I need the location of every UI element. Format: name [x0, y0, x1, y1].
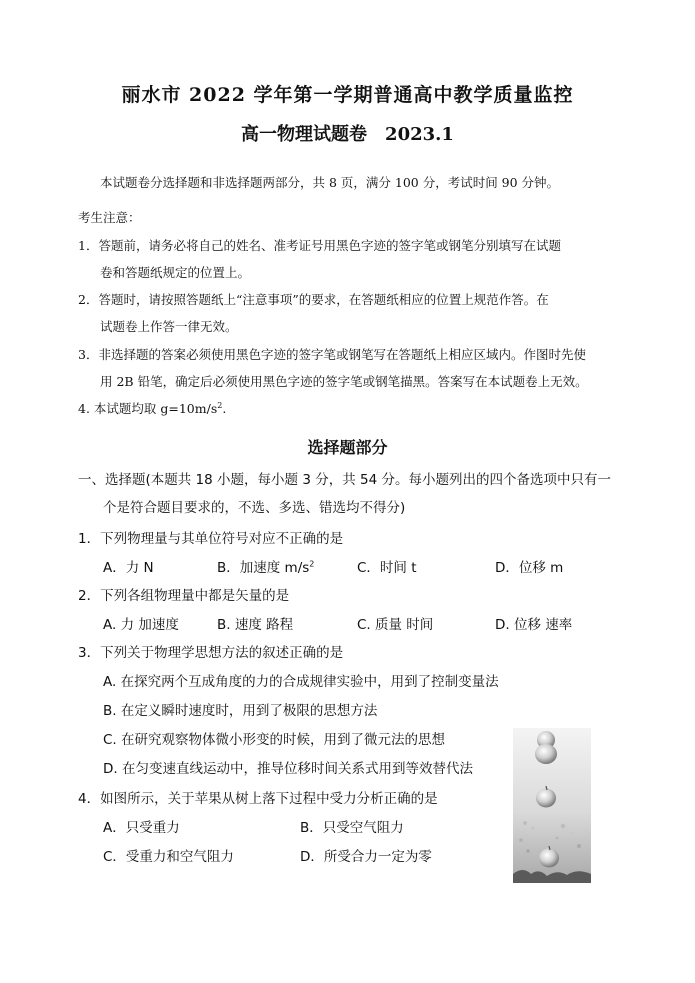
question-1-option-a: A．力 N [103, 560, 154, 576]
section-instructions-line-2: 个是符合题目要求的，不选、多选、错选均不得分) [103, 500, 406, 516]
question-2-option-b: B. 速度 路程 [217, 617, 294, 633]
notice-item-1-line-1: 1．答题前，请务必将自己的姓名、准考证号用黑色字迹的签字笔或钢笔分别填写在试题 [78, 238, 561, 253]
question-2-option-a: A. 力 加速度 [103, 617, 179, 633]
notice-item-4-text: 4. 本试题均取 g=10m/s [78, 401, 218, 416]
question-4-option-d: D．所受合力一定为零 [300, 849, 432, 865]
notice-item-4-exponent: 2 [217, 400, 223, 410]
question-4-stem: 4．如图所示，关于苹果从树上落下过程中受力分析正确的是 [78, 791, 438, 807]
question-1-option-b-text: B．加速度 m/s [217, 560, 310, 576]
falling-apple-photo [513, 728, 591, 883]
question-1-stem: 1．下列物理量与其单位符号对应不正确的是 [78, 531, 344, 547]
question-4-option-c: C．受重力和空气阻力 [103, 849, 234, 865]
question-4-option-b: B．只受空气阻力 [300, 820, 404, 836]
question-3-stem: 3．下列关于物理学思想方法的叙述正确的是 [78, 645, 344, 661]
question-3-option-d: D. 在匀变速直线运动中，推导位移时间关系式用到等效替代法 [103, 761, 473, 777]
section-title: 选择题部分 [307, 438, 388, 457]
notice-item-2-line-1: 2．答题时，请按照答题纸上“注意事项”的要求，在答题纸相应的位置上规范作答。在 [78, 292, 549, 307]
notice-heading: 考生注意： [78, 210, 141, 225]
question-3-option-a: A. 在探究两个互成角度的力的合成规律实验中，用到了控制变量法 [103, 674, 499, 690]
apple-shape-top [535, 731, 557, 764]
notice-item-4-period: . [222, 401, 227, 416]
notice-item-2-line-2: 试题卷上作答一律无效。 [100, 319, 238, 334]
question-1-option-d: D．位移 m [495, 560, 564, 576]
question-2-stem: 2．下列各组物理量中都是矢量的是 [78, 588, 290, 604]
question-1-option-c: C．时间 t [357, 560, 417, 576]
subject-title: 高一物理试题卷 [241, 124, 368, 145]
question-2-option-c: C. 质量 时间 [357, 617, 434, 633]
notice-item-1-line-2: 卷和答题纸规定的位置上。 [100, 265, 251, 280]
exam-intro: 本试题卷分选择题和非选择题两部分，共 8 页，满分 100 分，考试时间 90 分钟。 [100, 175, 560, 190]
question-2-option-d: D. 位移 速率 [495, 617, 573, 633]
question-3-option-b: B. 在定义瞬时速度时，用到了极限的思想方法 [103, 703, 378, 719]
notice-item-3-line-1: 3．非选择题的答案必须使用黑色字迹的签字笔或钢笔写在答题纸上相应区域内。作图时先使 [78, 347, 586, 362]
question-1-option-b [217, 556, 314, 576]
notice-item-3-line-2: 用 2B 铅笔，确定后必须使用黑色字迹的签字笔或钢笔描黑。答案写在本试题卷上无效。 [100, 374, 588, 389]
exam-subtitle [0, 120, 695, 146]
notice-item-4 [78, 399, 226, 417]
section-instructions-line-1: 一、选择题(本题共 18 小题，每小题 3 分，共 54 分。每小题列出的四个备选项中只有一 [78, 472, 611, 488]
exam-date: 2023.1 [385, 124, 454, 145]
question-4-option-a: A．只受重力 [103, 820, 180, 836]
question-3-option-c: C. 在研究观察物体微小形变的时候，用到了微元法的思想 [103, 732, 446, 748]
question-1-option-b-exponent: 2 [309, 559, 315, 569]
exam-header-title: 丽水市 2022 学年第一学期普通高中教学质量监控 [121, 84, 574, 106]
